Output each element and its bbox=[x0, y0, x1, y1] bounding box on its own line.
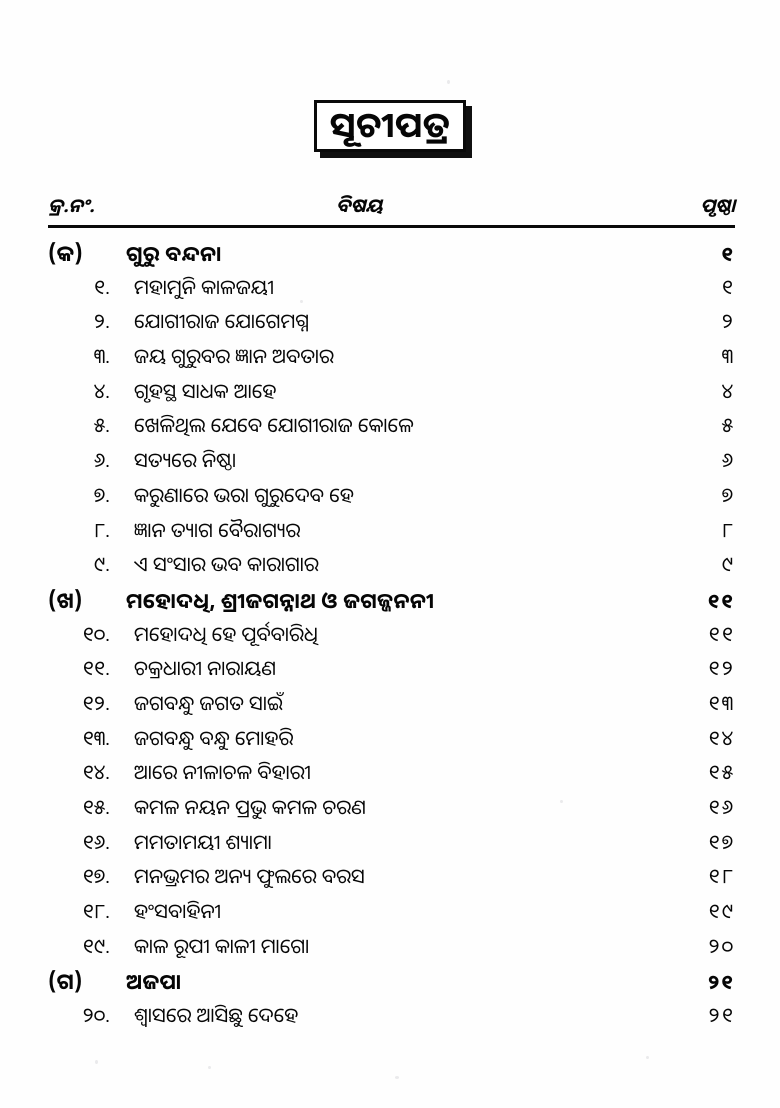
table-of-contents-list bbox=[48, 238, 735, 1036]
item-title: ମହୋଦଧି ହେ ପୂର୍ବବାରିଧି bbox=[134, 619, 318, 647]
toc-item-row bbox=[48, 516, 735, 551]
toc-item-row bbox=[48, 689, 735, 724]
item-number: ୧୨. bbox=[82, 688, 110, 716]
scan-speck bbox=[646, 1056, 649, 1059]
item-title: ଆରେ ନୀଳାଚଳ ବିହାରୀ bbox=[134, 758, 311, 786]
page-number: ୮ bbox=[721, 515, 735, 543]
toc-item-row bbox=[48, 897, 735, 932]
item-title: କାଳ ରୂପୀ କାଳୀ ମାଗୋ bbox=[134, 931, 310, 959]
page-number: ୨୧ bbox=[708, 1001, 735, 1029]
page-title: ସୂଚୀପତ୍ର bbox=[329, 101, 451, 148]
item-number: ୧୦. bbox=[82, 619, 110, 647]
page-title-container bbox=[0, 100, 780, 152]
page-number: ୯ bbox=[721, 550, 735, 578]
item-number: ୬. bbox=[93, 446, 110, 474]
page-number: ୨୦ bbox=[708, 931, 735, 959]
page-number: ୧୫ bbox=[708, 758, 735, 786]
page-number: ୨୧ bbox=[707, 968, 735, 996]
item-title: ମନଭ୍ରମର ଅନ୍ୟ ଫୁଲରେ ବରସ bbox=[134, 862, 365, 890]
toc-section-row bbox=[48, 238, 735, 273]
item-number: ୮. bbox=[93, 515, 110, 543]
toc-item-row bbox=[48, 932, 735, 967]
item-title: ଚକ୍ରଧାରୀ ନାରାୟଣ bbox=[134, 654, 277, 682]
page-number: ୪ bbox=[721, 376, 735, 404]
item-number: ୫. bbox=[93, 411, 110, 439]
page-number: ୧୨ bbox=[708, 654, 735, 682]
item-title: ଗୃହସ୍ଥ ସାଧକ ଆହେ bbox=[134, 376, 277, 404]
toc-item-row bbox=[48, 793, 735, 828]
page-number: ୬ bbox=[721, 446, 735, 474]
toc-item-row bbox=[48, 828, 735, 863]
header-divider-rule bbox=[48, 225, 735, 228]
item-number: ୪. bbox=[93, 376, 110, 404]
item-number: ୩. bbox=[93, 342, 110, 370]
toc-item-row bbox=[48, 273, 735, 308]
section-title: ଗୁରୁ ବନ୍ଦନା bbox=[126, 240, 222, 268]
page-number: ୫ bbox=[721, 411, 735, 439]
toc-item-row bbox=[48, 1001, 735, 1036]
page-number: ୭ bbox=[721, 480, 735, 508]
item-title: କମଳ ନୟନ ପ୍ରଭୁ କମଳ ଚରଣ bbox=[134, 793, 366, 820]
section-marker: (ଗ) bbox=[48, 966, 83, 997]
scan-speck bbox=[95, 1060, 98, 1064]
item-number: ୧୮. bbox=[82, 897, 110, 925]
scan-speck bbox=[395, 1076, 399, 1079]
item-number: ୧୭. bbox=[82, 862, 110, 890]
title-box bbox=[314, 100, 466, 152]
toc-item-row bbox=[48, 481, 735, 516]
item-number: ୨୦. bbox=[82, 1001, 110, 1029]
item-number: ୧୫. bbox=[82, 793, 110, 820]
page-number: ୧୭ bbox=[708, 827, 735, 855]
page-number: ୧୬ bbox=[708, 793, 735, 820]
scan-speck bbox=[208, 1066, 211, 1069]
column-header-serial: କ୍ର.ନଂ. bbox=[48, 192, 95, 218]
item-title: ଜଗବନ୍ଧୁ ବନ୍ଧୁ ମୋହରି bbox=[134, 723, 294, 751]
scan-speck bbox=[300, 300, 303, 303]
item-number: ୧୬. bbox=[82, 827, 110, 855]
item-number: ୧. bbox=[93, 272, 110, 300]
toc-item-row bbox=[48, 620, 735, 655]
toc-item-row bbox=[48, 724, 735, 759]
toc-item-row bbox=[48, 342, 735, 377]
item-title: ଯୋଗୀରାଜ ଯୋଗେମଗ୍ନ bbox=[134, 307, 310, 335]
item-title: ଖେଳିଥିଲ ଯେବେ ଯୋଗୀରାଜ କୋଳେ bbox=[134, 411, 414, 439]
column-header-subject: ବିଷୟ bbox=[336, 192, 383, 218]
toc-item-row bbox=[48, 654, 735, 689]
toc-section-row bbox=[48, 585, 735, 620]
toc-item-row bbox=[48, 377, 735, 412]
item-title: ଏ ସଂସାର ଭବ କାରାଗାର bbox=[134, 550, 319, 578]
item-number: ୧୩. bbox=[82, 723, 110, 751]
page-number: ୧ bbox=[721, 272, 735, 300]
page-number: ୧୩ bbox=[708, 688, 735, 716]
section-marker: (ଖ) bbox=[48, 584, 83, 615]
page-number: ୧ bbox=[721, 240, 735, 267]
page-number: ୧୧ bbox=[707, 586, 735, 614]
page-number: ୧୯ bbox=[708, 897, 735, 925]
toc-item-row bbox=[48, 446, 735, 481]
item-title: ମମତାମୟୀ ଶ୍ୟାମା bbox=[134, 827, 272, 855]
item-title: କରୁଣାରେ ଭରା ଗୁରୁଦେବ ହେ bbox=[134, 480, 354, 508]
page-number: ୧୮ bbox=[708, 862, 735, 890]
toc-item-row bbox=[48, 411, 735, 446]
item-number: ୭. bbox=[93, 480, 110, 508]
item-title: ଜ୍ଞାନ ତ୍ୟାଗ ବୈରାଗ୍ୟର bbox=[134, 515, 301, 543]
toc-item-row bbox=[48, 862, 735, 897]
toc-item-row bbox=[48, 307, 735, 342]
section-title: ଅଜପା bbox=[126, 968, 182, 997]
scan-speck bbox=[560, 800, 563, 803]
page-number: ୨ bbox=[721, 307, 735, 335]
item-title: ଜଗବନ୍ଧୁ ଜଗତ ସାଇଁ bbox=[134, 688, 283, 716]
item-title: ହଂସବାହିନୀ bbox=[134, 897, 221, 925]
item-title: ଶ୍ୱାସରେ ଆସିଛୁ ଦେହେ bbox=[134, 1001, 299, 1029]
page-number: ୩ bbox=[721, 342, 735, 370]
toc-item-row bbox=[48, 550, 735, 585]
section-title: ମହୋଦଧି, ଶ୍ରୀଜଗନ୍ନାଥ ଓ ଜଗଜ୍ଜନନୀ bbox=[126, 586, 435, 615]
section-marker: (କ) bbox=[48, 238, 83, 268]
item-number: ୧୪. bbox=[82, 758, 110, 786]
item-number: ୨. bbox=[93, 307, 110, 335]
page-number: ୧୧ bbox=[708, 619, 735, 647]
toc-section-row bbox=[48, 966, 735, 1001]
item-number: ୧୧. bbox=[82, 654, 110, 682]
toc-item-row bbox=[48, 758, 735, 793]
column-header-page: ପୃଷ୍ଠା bbox=[700, 192, 735, 218]
item-number: ୯. bbox=[93, 550, 110, 578]
item-title: ଜୟ ଗୁରୁବର ଜ୍ଞାନ ଅବତାର bbox=[134, 342, 334, 370]
item-title: ମହାମୁନି କାଳଜୟୀ bbox=[134, 272, 274, 300]
item-title: ସତ୍ୟରେ ନିଷ୍ଠା bbox=[134, 446, 237, 474]
item-number: ୧୯. bbox=[82, 931, 110, 959]
scan-speck bbox=[447, 80, 450, 84]
table-column-headers bbox=[48, 192, 735, 222]
page-number: ୧୪ bbox=[708, 723, 735, 751]
